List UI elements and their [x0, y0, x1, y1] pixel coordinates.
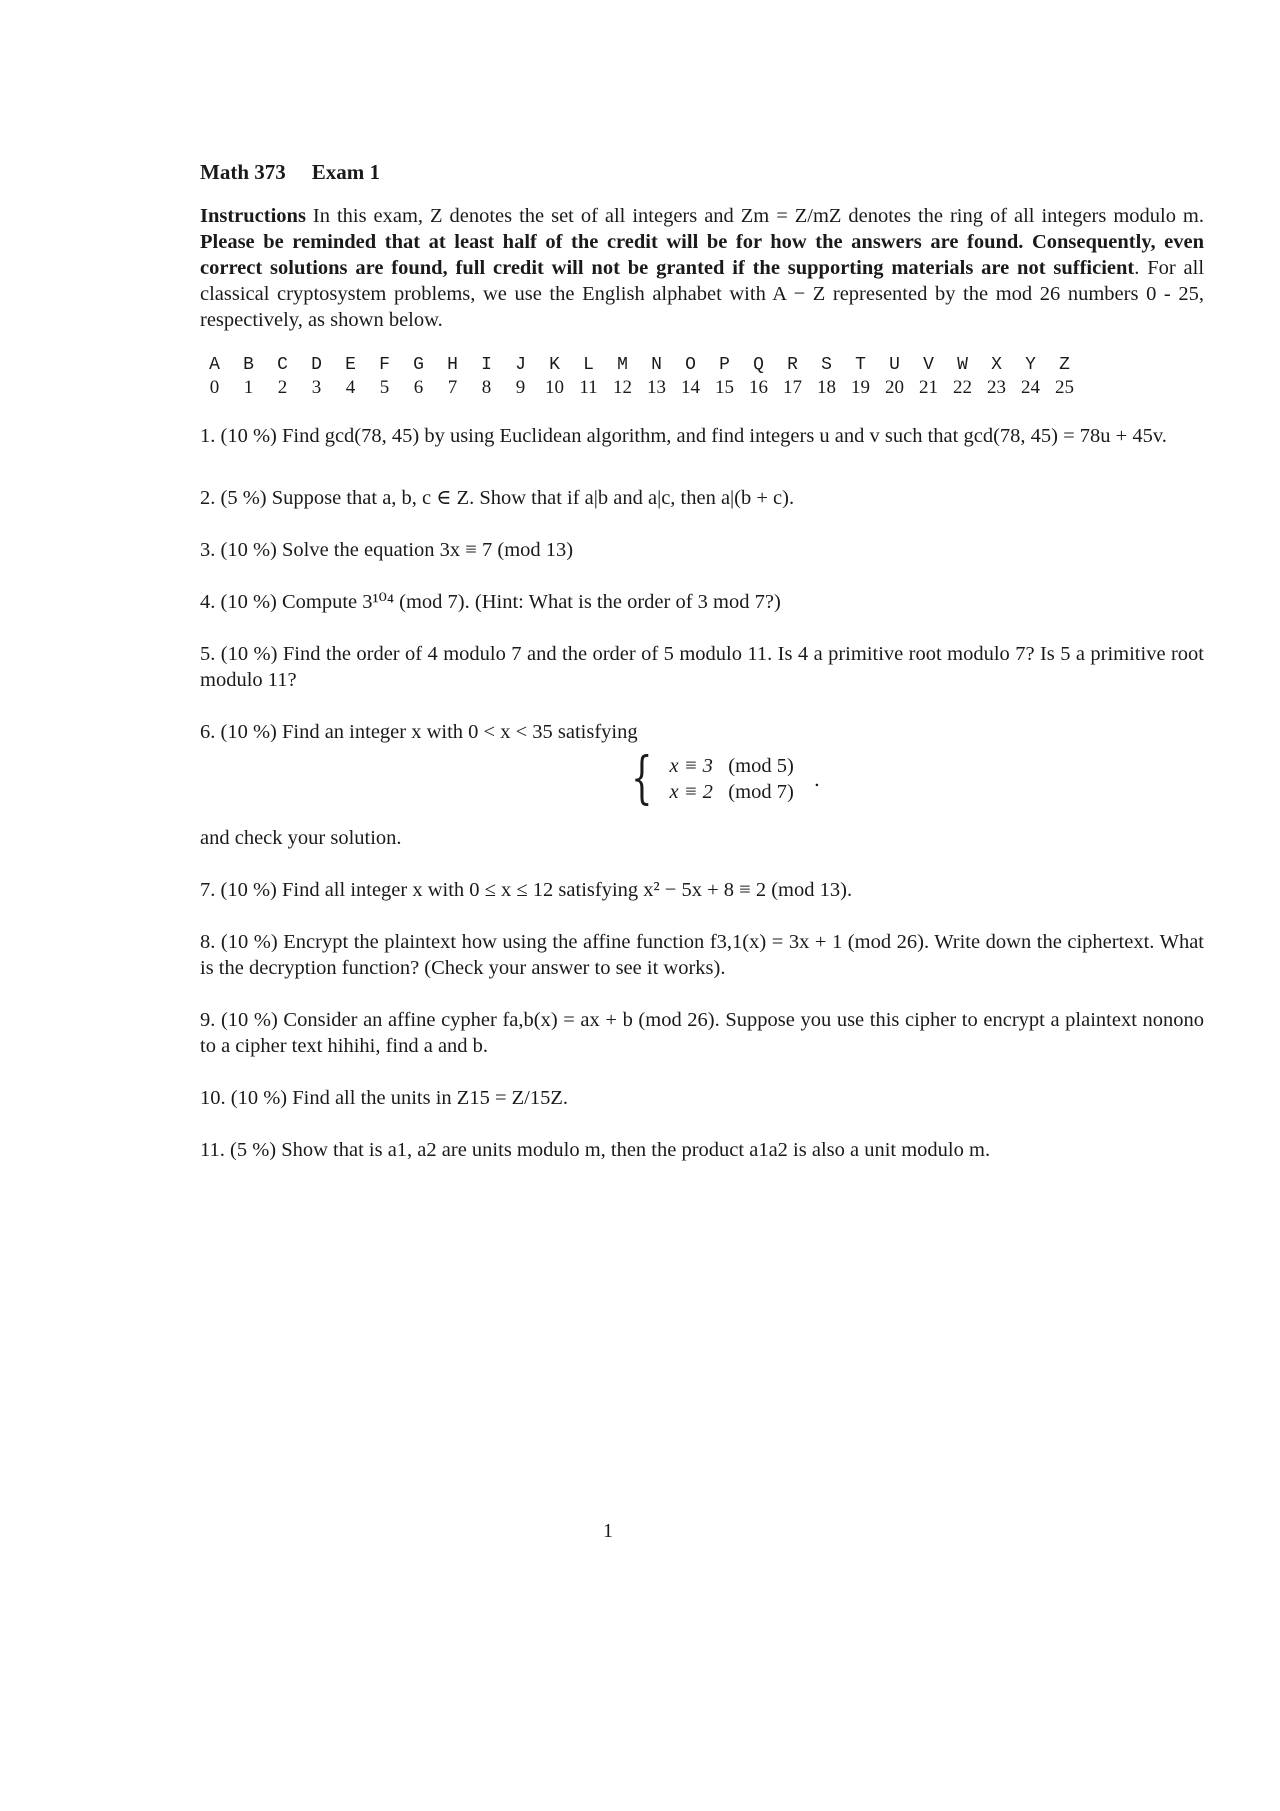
alphabet-number: 6 — [413, 377, 424, 398]
instructions-bold-text: Please be reminded that at least half of the credit will be for how the answers are found. Consequently, even correct solutions are found, full credit will not be granted if the supporting materials are not sufficient — [200, 231, 1204, 279]
question-5: 5. (10 %) Find the order of 4 modulo 7 and the order of 5 modulo 11. Is 4 a primitive root modulo 7? Is 5 a primitive root modulo 11? — [200, 643, 1204, 691]
alphabet-number: 19 — [851, 377, 870, 398]
alphabet-letter: W — [957, 355, 968, 375]
alphabet-number: 25 — [1055, 377, 1074, 398]
alphabet-number: 5 — [379, 377, 390, 398]
question-2: 2. (5 %) Suppose that a, b, c ∈ Z. Show that if a|b and a|c, then a|(b + c). — [200, 487, 795, 509]
alphabet-letter: Y — [1025, 355, 1036, 375]
alphabet-letter: L — [583, 355, 594, 375]
alphabet-letter: E — [345, 355, 356, 375]
alphabet-letter: J — [515, 355, 526, 375]
alphabet-letter: Q — [753, 355, 764, 375]
alphabet-letter: N — [651, 355, 662, 375]
alphabet-letter: U — [889, 355, 900, 375]
question-10: 10. (10 %) Find all the units in Z15 = Z/15Z. — [200, 1087, 568, 1109]
alphabet-number: 3 — [311, 377, 322, 398]
alphabet-number: 9 — [515, 377, 526, 398]
system-trailing-dot: . — [813, 767, 821, 791]
alphabet-letter: A — [209, 355, 220, 375]
question-11: 11. (5 %) Show that is a1, a2 are units modulo m, then the product a1a2 is also a unit modulo m. — [200, 1139, 991, 1161]
alphabet-numbers-row — [200, 377, 1084, 401]
alphabet-number: 15 — [715, 377, 734, 398]
alphabet-letter: C — [277, 355, 288, 375]
instructions-text-1: In this exam, Z denotes the set of all integers and Zm = Z/mZ denotes the ring of all integers modulo m. — [305, 205, 1204, 227]
alphabet-number: 13 — [647, 377, 666, 398]
alphabet-letter: D — [311, 355, 322, 375]
alphabet-number: 11 — [579, 377, 598, 398]
alphabet-number: 23 — [987, 377, 1006, 398]
alphabet-number: 2 — [277, 377, 288, 398]
exam-title: Exam 1 — [311, 160, 380, 184]
system-row-1: x ≡ 3 (mod 5) — [669, 755, 794, 777]
alphabet-letter: X — [991, 355, 1002, 375]
exam-page — [200, 160, 1204, 1189]
alphabet-number: 8 — [481, 377, 492, 398]
alphabet-letter: P — [719, 355, 730, 375]
alphabet-number: 12 — [613, 377, 632, 398]
alphabet-number: 24 — [1021, 377, 1040, 398]
system-rows — [669, 753, 793, 805]
exam-header — [200, 160, 1204, 185]
instructions-label: Instructions — [200, 205, 306, 227]
alphabet-number: 20 — [885, 377, 904, 398]
alphabet-number: 0 — [209, 377, 220, 398]
alphabet-number: 1 — [243, 377, 254, 398]
question-4: 4. (10 %) Compute 3¹⁰⁴ (mod 7). (Hint: What is the order of 3 mod 7?) — [200, 591, 781, 613]
system-row-2: x ≡ 2 (mod 7) — [669, 781, 794, 803]
instructions-text-2: . For all classical cryptosystem problems, we use the English alphabet with A − Z represented by the mod 26 numbers 0 - 25, respectively, as shown below. — [200, 257, 1205, 331]
page-number: 1 — [603, 1520, 613, 1542]
alphabet-number: 16 — [749, 377, 768, 398]
question-3: 3. (10 %) Solve the equation 3x ≡ 7 (mod 13) — [200, 539, 574, 561]
alphabet-number: 10 — [545, 377, 564, 398]
alphabet-number: 14 — [681, 377, 700, 398]
alphabet-letter: G — [413, 355, 424, 375]
question-7: 7. (10 %) Find all integer x with 0 ≤ x ≤ 12 satisfying x² − 5x + 8 ≡ 2 (mod 13). — [200, 879, 853, 901]
left-brace-icon: { — [630, 746, 653, 811]
alphabet-letter: F — [379, 355, 390, 375]
alphabet-number: 18 — [817, 377, 836, 398]
instructions-paragraph — [200, 203, 1204, 333]
alphabet-number: 22 — [953, 377, 972, 398]
course-title: Math 373 — [200, 160, 286, 184]
alphabet-number: 4 — [345, 377, 356, 398]
question-6-followup: and check your solution. — [200, 827, 402, 849]
alphabet-letter: S — [821, 355, 832, 375]
alphabet-letter: V — [923, 355, 934, 375]
congruence-system — [240, 746, 1204, 811]
alphabet-letter: T — [855, 355, 866, 375]
alphabet-number: 17 — [783, 377, 802, 398]
alphabet-number: 7 — [447, 377, 458, 398]
alphabet-letter: O — [685, 355, 696, 375]
alphabet-table — [200, 355, 1084, 401]
question-9: 9. (10 %) Consider an affine cypher fa,b(x) = ax + b (mod 26). Suppose you use this cipher to encrypt a plaintext nonono to a cipher text hihihi, find a and b. — [200, 1009, 1204, 1057]
question-8: 8. (10 %) Encrypt the plaintext how using the affine function f3,1(x) = 3x + 1 (mod 26). Write down the ciphertext. What is the decryption function? (Check your answer to see it works). — [200, 931, 1204, 979]
alphabet-letter: M — [617, 355, 628, 375]
question-6: 6. (10 %) Find an integer x with 0 < x < 35 satisfying — [200, 721, 638, 743]
alphabet-letter: K — [549, 355, 560, 375]
alphabet-letter: B — [243, 355, 254, 375]
alphabet-letter: Z — [1059, 355, 1070, 375]
question-1: 1. (10 %) Find gcd(78, 45) by using Euclidean algorithm, and find integers u and v such that gcd(78, 45) = 78u + 45v. — [200, 425, 1167, 447]
alphabet-letter: H — [447, 355, 458, 375]
alphabet-letters-row — [200, 355, 1084, 377]
alphabet-letter: I — [481, 355, 492, 375]
alphabet-number: 21 — [919, 377, 938, 398]
alphabet-letter: R — [787, 355, 798, 375]
